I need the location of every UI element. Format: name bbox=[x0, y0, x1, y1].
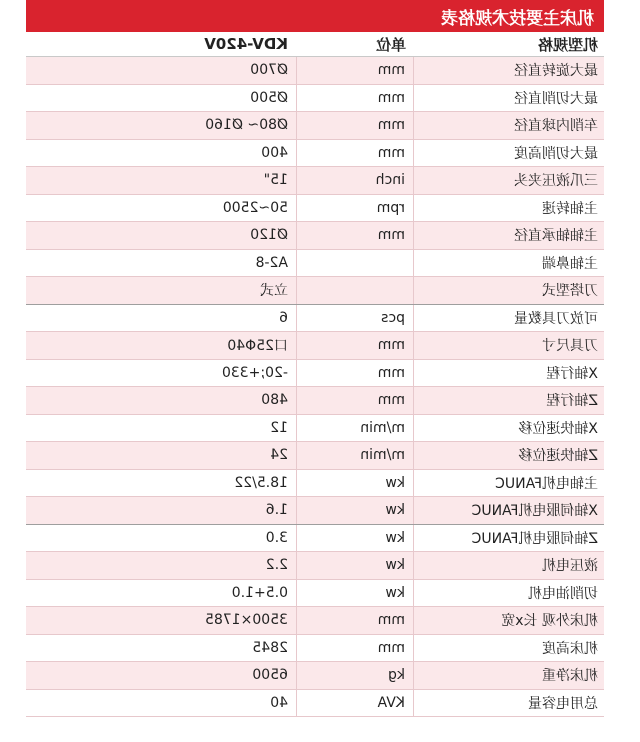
value-cell: 6 bbox=[279, 309, 288, 326]
spec-cell: 液压电机 bbox=[542, 558, 598, 575]
unit-cell: mm bbox=[296, 85, 414, 112]
value-cell: Ø120 bbox=[250, 227, 288, 244]
unit-cell: mm bbox=[296, 360, 414, 387]
spec-cell: X轴行程 bbox=[546, 365, 598, 382]
table-row bbox=[26, 57, 604, 85]
header-model: KDV-420V bbox=[204, 35, 288, 53]
spec-cell: Z轴伺服电机FANUC bbox=[471, 530, 598, 547]
header-spec: 机型规格 bbox=[537, 35, 598, 54]
spec-cell: 主轴鼻端 bbox=[542, 255, 598, 272]
table-row bbox=[26, 360, 604, 388]
spec-cell: 最大旋转直径 bbox=[514, 63, 598, 80]
spec-cell: X轴快速位移 bbox=[518, 420, 598, 437]
table-title: 机床主要技术规格表 bbox=[441, 8, 594, 29]
unit-cell bbox=[296, 250, 414, 277]
unit-cell: kg bbox=[296, 662, 414, 689]
table-row bbox=[26, 690, 604, 718]
table-row bbox=[26, 112, 604, 140]
value-cell: 24 bbox=[270, 447, 288, 464]
value-cell: 40 bbox=[270, 694, 288, 711]
table-row bbox=[26, 635, 604, 663]
unit-cell: m/min bbox=[296, 442, 414, 469]
table-row bbox=[26, 525, 604, 553]
table-header bbox=[26, 32, 604, 57]
table-row bbox=[26, 497, 604, 525]
table-row bbox=[26, 662, 604, 690]
value-cell: Ø700 bbox=[250, 62, 288, 79]
table-row bbox=[26, 85, 604, 113]
table-row bbox=[26, 332, 604, 360]
unit-cell: KVA bbox=[296, 690, 414, 717]
table-row bbox=[26, 580, 604, 608]
table-row bbox=[26, 167, 604, 195]
header-unit: 单位 bbox=[375, 35, 406, 54]
value-cell: 立式 bbox=[260, 283, 288, 300]
value-cell: 0.5+1.0 bbox=[231, 584, 288, 601]
value-cell: 6500 bbox=[252, 667, 288, 684]
unit-cell: inch bbox=[296, 167, 414, 194]
table-body bbox=[26, 57, 604, 717]
value-cell: Ø80~ Ø160 bbox=[205, 117, 288, 134]
table-row bbox=[26, 415, 604, 443]
unit-cell: m/min bbox=[296, 415, 414, 442]
unit-cell bbox=[296, 277, 414, 304]
unit-cell: kw bbox=[296, 552, 414, 579]
spec-cell: 最大切削直径 bbox=[514, 90, 598, 107]
table-row bbox=[26, 250, 604, 278]
unit-cell: kw bbox=[296, 525, 414, 552]
value-cell: 480 bbox=[261, 392, 288, 409]
spec-cell: 主轴电机FANUC bbox=[495, 475, 598, 492]
unit-cell: mm bbox=[296, 607, 414, 634]
unit-cell: pcs bbox=[296, 305, 414, 332]
table-row bbox=[26, 470, 604, 498]
value-cell: -20;+330 bbox=[221, 364, 288, 381]
unit-cell: kw bbox=[296, 580, 414, 607]
table-row bbox=[26, 387, 604, 415]
unit-cell: mm bbox=[296, 140, 414, 167]
value-cell: 口25Φ40 bbox=[227, 338, 288, 355]
spec-cell: X轴伺服电机FANUC bbox=[471, 503, 598, 520]
value-cell: 12 bbox=[270, 419, 288, 436]
table-row bbox=[26, 277, 604, 305]
value-cell: 50~2500 bbox=[222, 199, 288, 216]
spec-cell: 可放刀具数量 bbox=[514, 310, 598, 327]
table-row bbox=[26, 140, 604, 168]
spec-cell: 总用电容量 bbox=[528, 695, 598, 712]
spec-cell: 三爪液压夹头 bbox=[514, 173, 598, 190]
value-cell: 400 bbox=[261, 144, 288, 161]
value-cell: 18.5/22 bbox=[234, 474, 288, 491]
value-cell: 2845 bbox=[252, 639, 288, 656]
spec-cell: 机床外观 长x宽 bbox=[501, 613, 598, 630]
value-cell: Ø500 bbox=[250, 89, 288, 106]
table-row bbox=[26, 222, 604, 250]
unit-cell: mm bbox=[296, 57, 414, 84]
table-title-banner bbox=[26, 0, 604, 32]
spec-cell: 主轴转速 bbox=[542, 200, 598, 217]
spec-cell: 刀具尺寸 bbox=[542, 338, 598, 355]
unit-cell: mm bbox=[296, 387, 414, 414]
spec-cell: 机床高度 bbox=[542, 640, 598, 657]
unit-cell: mm bbox=[296, 112, 414, 139]
unit-cell: kw bbox=[296, 470, 414, 497]
value-cell: 15" bbox=[263, 172, 288, 189]
unit-cell: mm bbox=[296, 332, 414, 359]
spec-cell: 车削内球直径 bbox=[514, 118, 598, 135]
value-cell: 2.2 bbox=[265, 557, 288, 574]
table-row bbox=[26, 607, 604, 635]
unit-cell: mm bbox=[296, 222, 414, 249]
unit-cell: mm bbox=[296, 635, 414, 662]
spec-cell: Z轴行程 bbox=[546, 393, 598, 410]
table-row bbox=[26, 442, 604, 470]
spec-cell: 最大切削高度 bbox=[514, 145, 598, 162]
spec-cell: 切削油电机 bbox=[528, 585, 598, 602]
value-cell: 3500×1785 bbox=[205, 612, 288, 629]
value-cell: 1.6 bbox=[265, 502, 288, 519]
table-row bbox=[26, 552, 604, 580]
value-cell: 3.0 bbox=[265, 529, 288, 546]
table-row bbox=[26, 195, 604, 223]
unit-cell: rpm bbox=[296, 195, 414, 222]
spec-cell: 刀塔型式 bbox=[542, 283, 598, 300]
table-row bbox=[26, 305, 604, 333]
unit-cell: kw bbox=[296, 497, 414, 524]
spec-cell: Z轴快速位移 bbox=[518, 448, 598, 465]
value-cell: A2-8 bbox=[255, 254, 288, 271]
spec-cell: 机床净重 bbox=[542, 668, 598, 685]
spec-cell: 主轴轴承直径 bbox=[514, 228, 598, 245]
